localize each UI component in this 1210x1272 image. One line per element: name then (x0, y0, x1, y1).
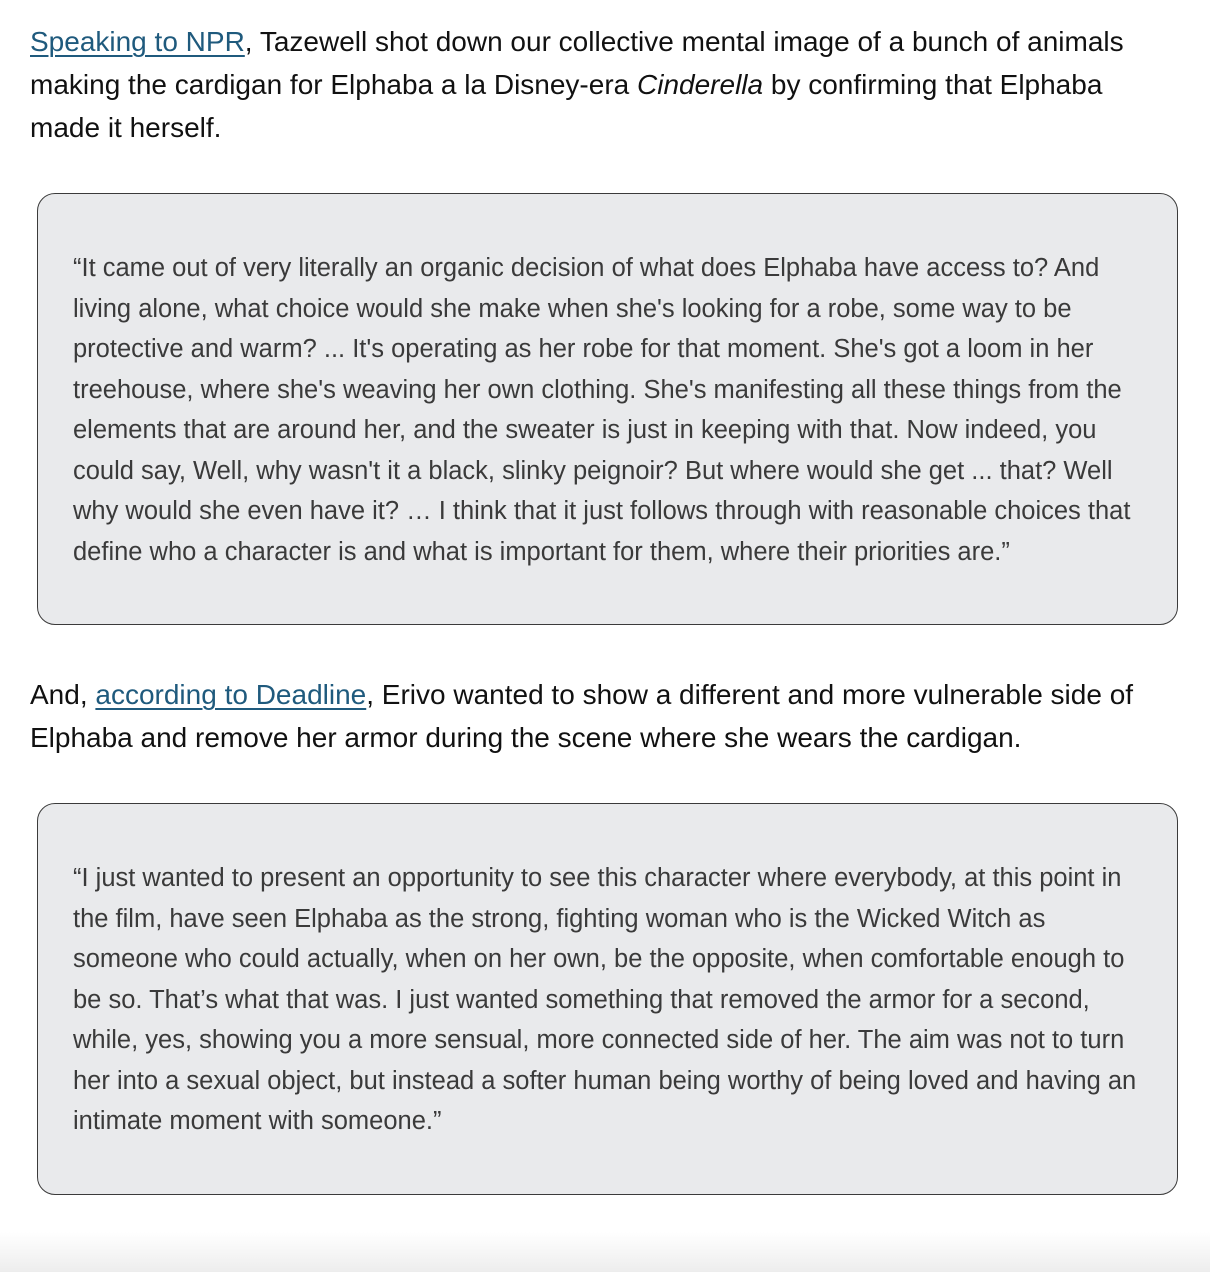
erivo-quote-text: “I just wanted to present an opportunity to see this character where everybody, at this point in the film, have seen Elphaba as the strong, fighting woman who is the Wicked Witch as someone who could actually, when on her own, be the opposite, when comfortable enough to be so. That’s what that was. I just wanted something that removed the armor for a second, while, yes, showing you a more sensual, more connected side of her. The aim was not to turn her into a sexual object, but instead a softer human being worthy of being loved and having an intimate moment with someone.” (73, 864, 1137, 1135)
cinderella-italic: Cinderella (637, 69, 764, 100)
tazewell-quote-text: “It came out of very literally an organic decision of what does Elphaba have access to? And living alone, what choice would she make when she's looking for a robe, some way to be protective and warm? ... It's operating as her robe for that moment. She's got a loom in her treehouse, where she's weaving her own clothing. She's manifesting all these things from the elements that are around her, and the sweater is just in keeping with that. Now indeed, you could say, Well, why wasn't it a black, slinky peignoir? But where would she get ... that? Well why would she even have it? … I think that it just follows through with reasonable choices that define who a character is and what is important for them, where their priorities are.” (73, 254, 1131, 566)
paragraph-npr-text-b: by confirming that Elphaba made it herself. (30, 69, 1103, 143)
paragraph-deadline-text-a: And, (30, 679, 96, 710)
deadline-link[interactable]: according to Deadline (95, 679, 367, 710)
npr-link[interactable]: Speaking to NPR (30, 26, 245, 57)
article-body (30, 20, 1180, 1195)
paragraph-deadline-text-b: , Erivo wanted to show a different and more vulnerable side of Elphaba and remove her armor during the scene where she wears the cardigan. (30, 679, 1134, 753)
paragraph-npr (30, 20, 1180, 149)
paragraph-deadline (30, 673, 1180, 759)
tazewell-quote-box (37, 193, 1178, 625)
bottom-fade-overlay (0, 1232, 1210, 1272)
paragraph-npr-text-a: , Tazewell shot down our collective mental image of a bunch of animals making the cardigan for Elphaba a la Disney-era (30, 26, 1124, 100)
erivo-quote-box (37, 803, 1178, 1195)
